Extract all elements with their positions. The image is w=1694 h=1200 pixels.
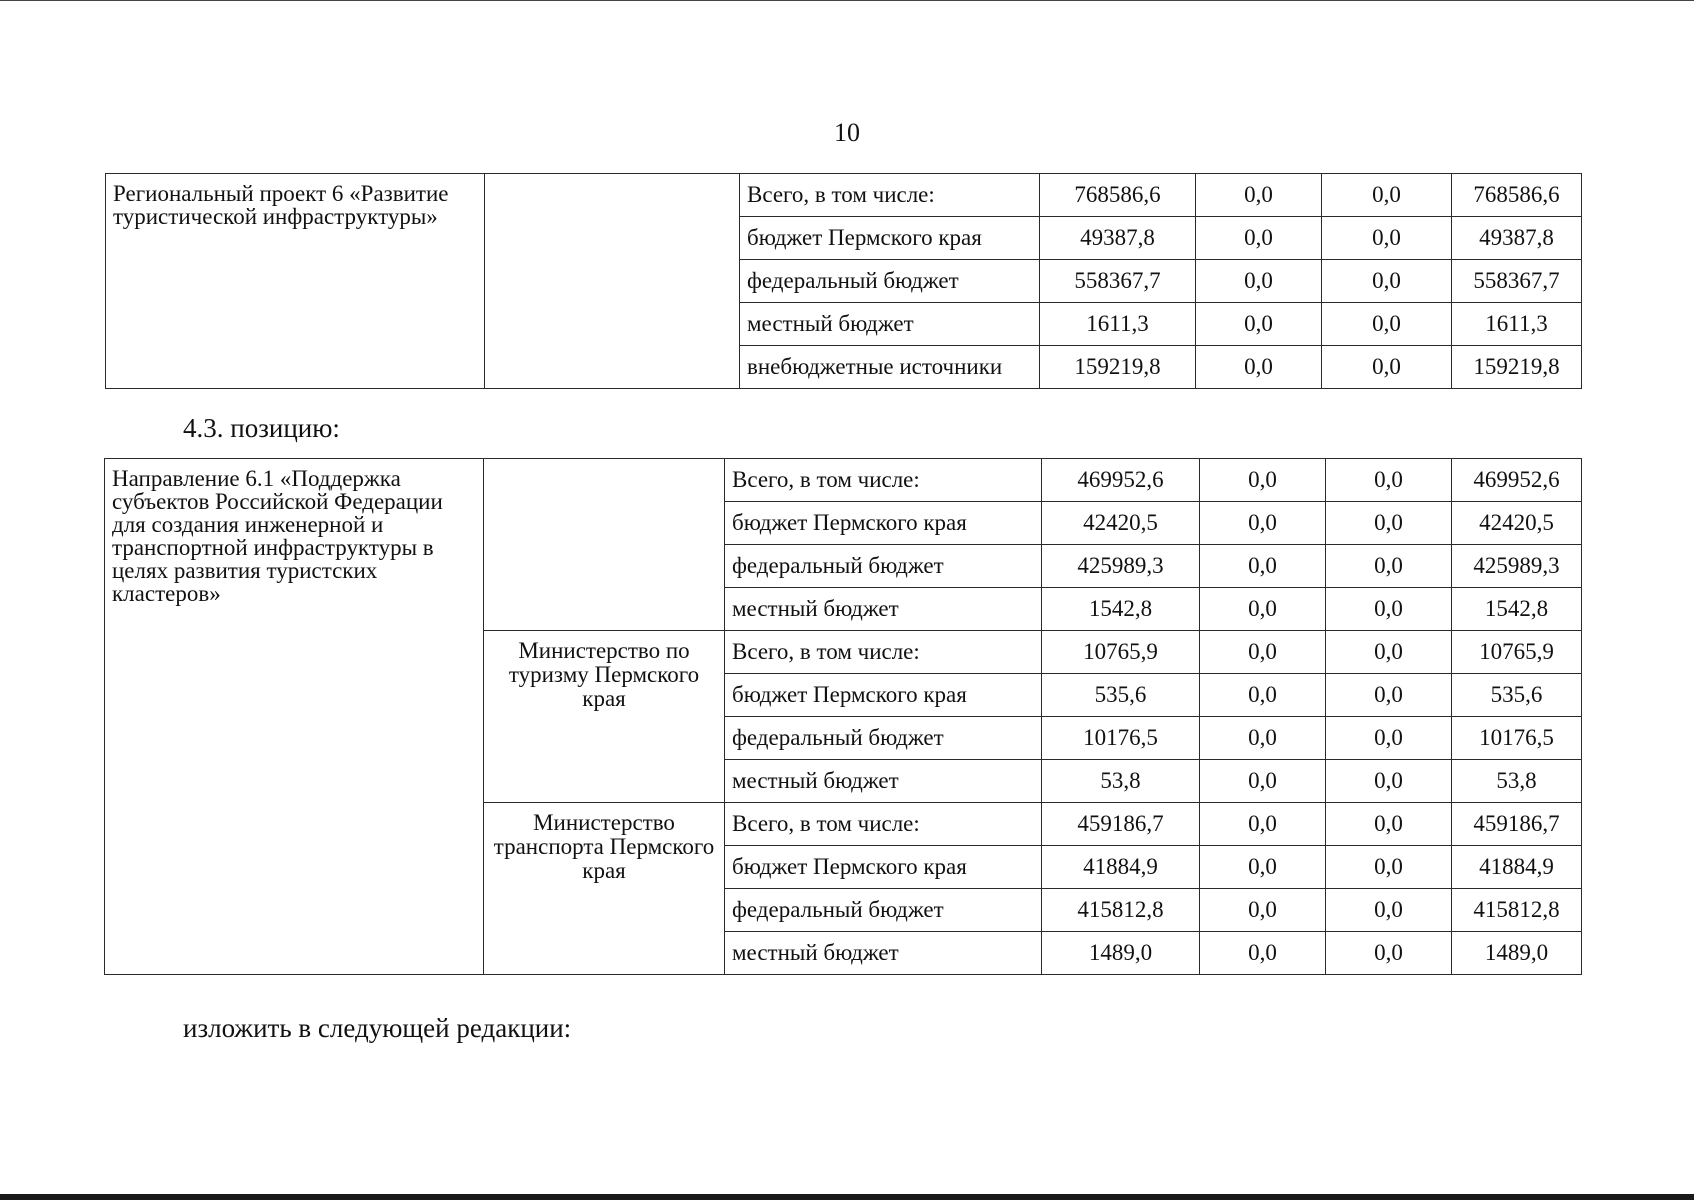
amount-cell: 0,0 (1326, 760, 1452, 803)
amount-cell: 1611,3 (1040, 303, 1196, 346)
amount-cell: 0,0 (1200, 760, 1326, 803)
funding-source-cell: Всего, в том числе: (725, 803, 1042, 846)
amount-cell: 49387,8 (1452, 217, 1582, 260)
funding-source-cell: Всего, в том числе: (725, 631, 1042, 674)
amount-cell: 0,0 (1326, 717, 1452, 760)
amount-cell: 768586,6 (1452, 174, 1582, 217)
amount-cell: 42420,5 (1452, 502, 1582, 545)
amount-cell: 53,8 (1452, 760, 1582, 803)
funding-source-cell: бюджет Пермского края (725, 674, 1042, 717)
project-name-cell: Региональный проект 6 «Развитие туристической инфраструктуры» (106, 174, 485, 389)
amount-cell: 0,0 (1200, 846, 1326, 889)
amount-cell: 10176,5 (1042, 717, 1200, 760)
amount-cell: 0,0 (1200, 717, 1326, 760)
amount-cell: 425989,3 (1042, 545, 1200, 588)
amount-cell: 0,0 (1322, 260, 1452, 303)
funding-source-cell: бюджет Пермского края (725, 846, 1042, 889)
amount-cell: 0,0 (1326, 545, 1452, 588)
amount-cell: 0,0 (1196, 217, 1322, 260)
funding-source-cell: федеральный бюджет (740, 260, 1040, 303)
table-row (105, 459, 1582, 502)
amount-cell: 0,0 (1196, 174, 1322, 217)
page-number: 10 (834, 118, 860, 147)
amount-cell: 469952,6 (1042, 459, 1200, 502)
executor-cell (484, 459, 725, 631)
amount-cell: 0,0 (1322, 174, 1452, 217)
amount-cell: 415812,8 (1452, 889, 1582, 932)
funding-source-cell: Всего, в том числе: (740, 174, 1040, 217)
amount-cell: 41884,9 (1042, 846, 1200, 889)
executor-cell: Министерство транспорта Пермского края (484, 803, 725, 975)
amount-cell: 0,0 (1322, 303, 1452, 346)
edition-paragraph: изложить в следующей редакции: (183, 1013, 572, 1043)
amount-cell: 0,0 (1200, 803, 1326, 846)
amount-cell: 0,0 (1326, 502, 1452, 545)
amount-cell: 558367,7 (1452, 260, 1582, 303)
funding-source-cell: местный бюджет (725, 588, 1042, 631)
amount-cell: 10765,9 (1042, 631, 1200, 674)
amount-cell: 1611,3 (1452, 303, 1582, 346)
amount-cell: 1489,0 (1452, 932, 1582, 975)
funding-source-cell: Всего, в том числе: (725, 459, 1042, 502)
amount-cell: 0,0 (1200, 459, 1326, 502)
amount-cell: 0,0 (1200, 932, 1326, 975)
funding-source-cell: местный бюджет (740, 303, 1040, 346)
amount-cell: 0,0 (1326, 631, 1452, 674)
funding-source-cell: федеральный бюджет (725, 545, 1042, 588)
table-row (106, 174, 1582, 217)
amount-cell: 1542,8 (1452, 588, 1582, 631)
amount-cell: 535,6 (1452, 674, 1582, 717)
amount-cell: 0,0 (1200, 674, 1326, 717)
funding-source-cell: внебюджетные источники (740, 346, 1040, 389)
funding-source-cell: местный бюджет (725, 760, 1042, 803)
regional-project-table (105, 173, 1582, 389)
amount-cell: 0,0 (1200, 502, 1326, 545)
amount-cell: 469952,6 (1452, 459, 1582, 502)
funding-source-cell: бюджет Пермского края (740, 217, 1040, 260)
executor-cell (485, 174, 740, 389)
amount-cell: 0,0 (1322, 217, 1452, 260)
funding-source-cell: бюджет Пермского края (725, 502, 1042, 545)
amount-cell: 0,0 (1200, 631, 1326, 674)
amount-cell: 42420,5 (1042, 502, 1200, 545)
amount-cell: 0,0 (1326, 803, 1452, 846)
amount-cell: 0,0 (1200, 545, 1326, 588)
funding-source-cell: федеральный бюджет (725, 717, 1042, 760)
amount-cell: 10176,5 (1452, 717, 1582, 760)
amount-cell: 0,0 (1326, 932, 1452, 975)
amount-cell: 558367,7 (1040, 260, 1196, 303)
position-paragraph: 4.3. позицию: (183, 413, 340, 443)
regional-project-table-body (106, 174, 1582, 389)
funding-source-cell: местный бюджет (725, 932, 1042, 975)
amount-cell: 159219,8 (1040, 346, 1196, 389)
amount-cell: 1489,0 (1042, 932, 1200, 975)
direction-table (104, 458, 1582, 975)
executor-cell: Министерство по туризму Пермского края (484, 631, 725, 803)
amount-cell: 0,0 (1326, 588, 1452, 631)
amount-cell: 1542,8 (1042, 588, 1200, 631)
amount-cell: 425989,3 (1452, 545, 1582, 588)
amount-cell: 10765,9 (1452, 631, 1582, 674)
amount-cell: 0,0 (1326, 846, 1452, 889)
amount-cell: 0,0 (1196, 260, 1322, 303)
scan-edge-bottom (0, 1194, 1694, 1200)
funding-source-cell: федеральный бюджет (725, 889, 1042, 932)
amount-cell: 0,0 (1196, 346, 1322, 389)
amount-cell: 0,0 (1322, 346, 1452, 389)
amount-cell: 415812,8 (1042, 889, 1200, 932)
amount-cell: 0,0 (1326, 459, 1452, 502)
amount-cell: 535,6 (1042, 674, 1200, 717)
amount-cell: 0,0 (1196, 303, 1322, 346)
scan-edge-top (0, 0, 1694, 1)
amount-cell: 0,0 (1326, 889, 1452, 932)
amount-cell: 0,0 (1326, 674, 1452, 717)
amount-cell: 0,0 (1200, 588, 1326, 631)
direction-table-body (105, 459, 1582, 975)
amount-cell: 159219,8 (1452, 346, 1582, 389)
amount-cell: 768586,6 (1040, 174, 1196, 217)
direction-name-cell: Направление 6.1 «Поддержка субъектов Российской Федерации для создания инженерной и транспортной инфраструктуры в целях развития туристских кластеров» (105, 459, 484, 975)
amount-cell: 459186,7 (1042, 803, 1200, 846)
amount-cell: 41884,9 (1452, 846, 1582, 889)
amount-cell: 0,0 (1200, 889, 1326, 932)
amount-cell: 53,8 (1042, 760, 1200, 803)
amount-cell: 49387,8 (1040, 217, 1196, 260)
amount-cell: 459186,7 (1452, 803, 1582, 846)
